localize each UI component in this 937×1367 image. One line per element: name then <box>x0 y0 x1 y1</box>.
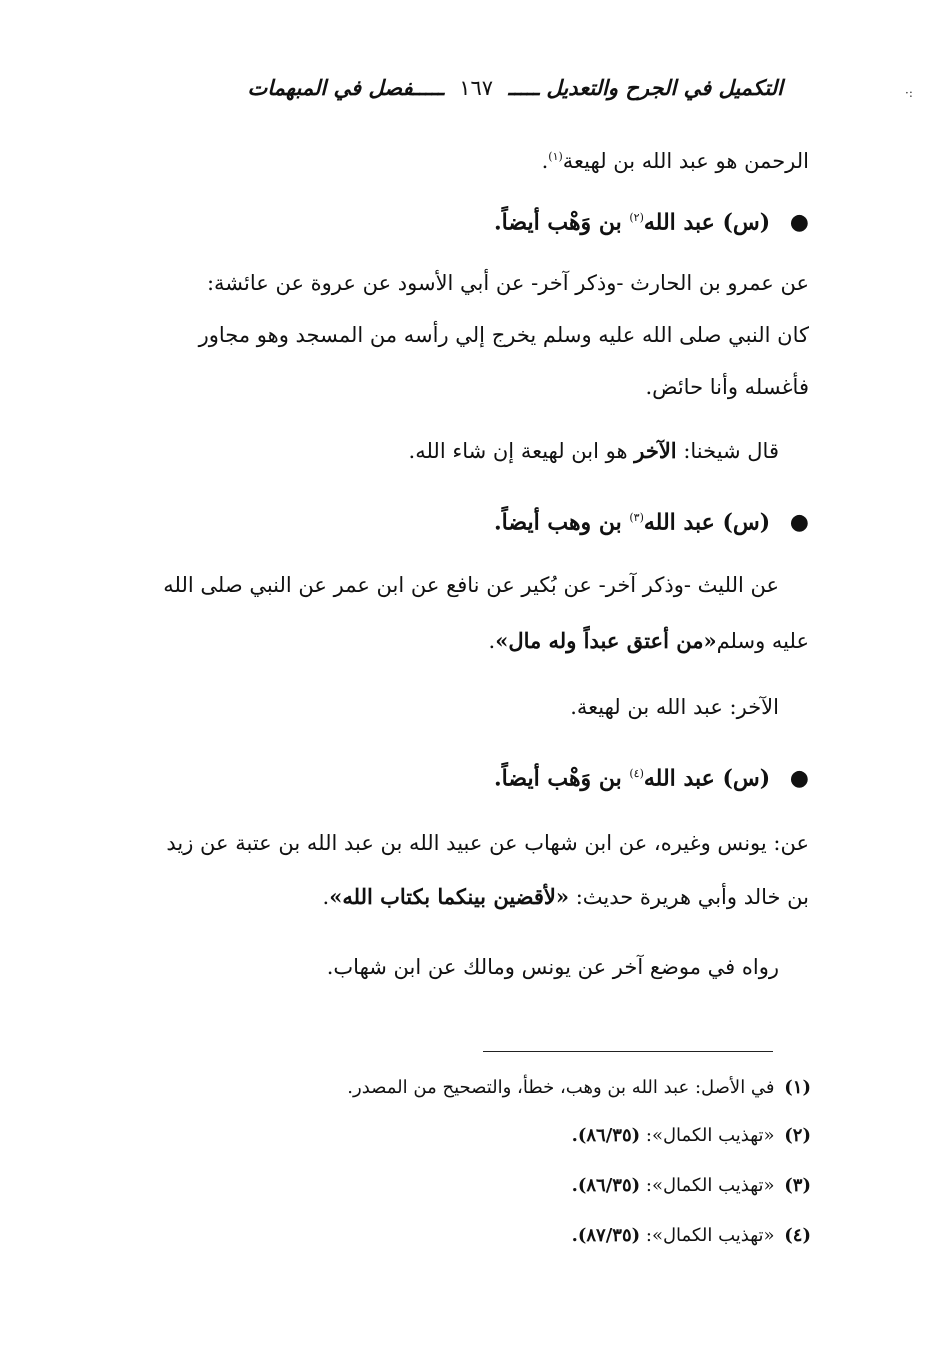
running-header <box>185 70 783 106</box>
footnote-ref: (٤) <box>629 767 644 780</box>
text-line <box>409 432 779 470</box>
text-line: فأغسله وأنا حائض. <box>645 375 809 399</box>
hadith-quote: «من أعتق عبداً وله مال» <box>495 628 717 653</box>
footnote-text: «تهذيب الكمال»: <box>645 1225 775 1246</box>
footnote-number: (٤) <box>784 1225 811 1246</box>
intro-end: . <box>541 149 549 173</box>
entry-name-rest: بن وَهْب أيضاً. <box>494 209 622 236</box>
footnote-ref: (٢) <box>629 211 644 224</box>
footnote-separator <box>483 1051 773 1052</box>
text-line <box>489 622 809 660</box>
text-line <box>323 878 809 916</box>
text-line: عن: يونس وغيره، عن ابن شهاب عن عبيد الله بن عبد الله بن عتبة عن زيد <box>166 831 809 855</box>
line-start: بن خالد وأبي هريرة حديث: <box>575 885 809 909</box>
bullet-icon: ● <box>789 509 809 536</box>
bold-term: الآخر <box>634 438 677 463</box>
footnote-number: (١) <box>784 1077 811 1098</box>
entry-heading <box>494 198 809 242</box>
page-number: ١٦٧ <box>459 76 494 100</box>
label-text: قال شيخنا: <box>683 439 779 463</box>
siglum: (س) <box>722 209 771 236</box>
intro-line <box>542 138 809 180</box>
siglum: (س) <box>722 509 771 536</box>
footnote-ref: (١) <box>548 150 563 163</box>
footnote-number: (٢) <box>784 1125 811 1146</box>
bullet-icon: ● <box>789 765 809 792</box>
line-start: عليه وسلم <box>716 629 809 653</box>
footnote-text: في الأصل: عبد الله بن وهب، خطأ، والتصحيح من المصدر. <box>347 1077 775 1098</box>
footnote-number: (٣) <box>784 1175 811 1196</box>
footnote-ref: (٣) <box>629 511 644 524</box>
header-dash: ـــــ <box>413 75 444 100</box>
footnote <box>572 1120 811 1152</box>
intro-text: الرحمن هو عبد الله بن لهيعة <box>562 149 809 173</box>
section-title: فصل في المبهمات <box>247 75 414 100</box>
hadith-quote: «لأقضين بينكما بكتاب الله» <box>329 884 570 909</box>
entry-name-rest: بن وَهْب أيضاً. <box>494 765 622 792</box>
footnote-text: «تهذيب الكمال»: <box>645 1175 775 1196</box>
text-line: رواه في موضع آخر عن يونس ومالك عن ابن شهاب. <box>326 955 779 979</box>
entry-name: عبد الله <box>643 509 715 536</box>
footnote <box>347 1072 811 1104</box>
entry-heading <box>494 754 809 798</box>
header-dash: ـــــ <box>508 75 540 100</box>
text-line: الآخر: عبد الله بن لهيعة. <box>570 695 779 719</box>
bullet-icon: ● <box>789 209 809 236</box>
line-rest: هو ابن لهيعة إن شاء الله. <box>408 439 628 463</box>
text-line: عن عمرو بن الحارث -وذكر آخر- عن أبي الأسود عن عروة عن عائشة: <box>206 271 809 295</box>
line-end: . <box>488 629 496 653</box>
footnote-text: «تهذيب الكمال»: <box>645 1125 775 1146</box>
book-title: التكميل في الجرح والتعديل <box>546 75 783 100</box>
line-end: . <box>322 885 330 909</box>
footnote-ref-volume: (٨٧/٣٥). <box>571 1225 641 1246</box>
entry-name-rest: بن وهب أيضاً. <box>494 509 622 536</box>
footnote-ref-volume: (٨٦/٣٥). <box>571 1175 641 1196</box>
entry-name: عبد الله <box>643 209 715 236</box>
text-line: كان النبي صلى الله عليه وسلم يخرج إلي رأسه من المسجد وهو مجاور <box>198 323 809 347</box>
entry-heading <box>494 498 809 542</box>
corner-mark: ·: <box>905 86 913 100</box>
text-line: عن الليث -وذكر آخر- عن بُكير عن نافع عن ابن عمر عن النبي صلى الله <box>163 573 779 597</box>
entry-name: عبد الله <box>643 765 715 792</box>
footnote <box>572 1220 811 1252</box>
siglum: (س) <box>722 765 771 792</box>
footnote <box>572 1170 811 1202</box>
footnote-ref-volume: (٨٦/٣٥). <box>571 1125 641 1146</box>
